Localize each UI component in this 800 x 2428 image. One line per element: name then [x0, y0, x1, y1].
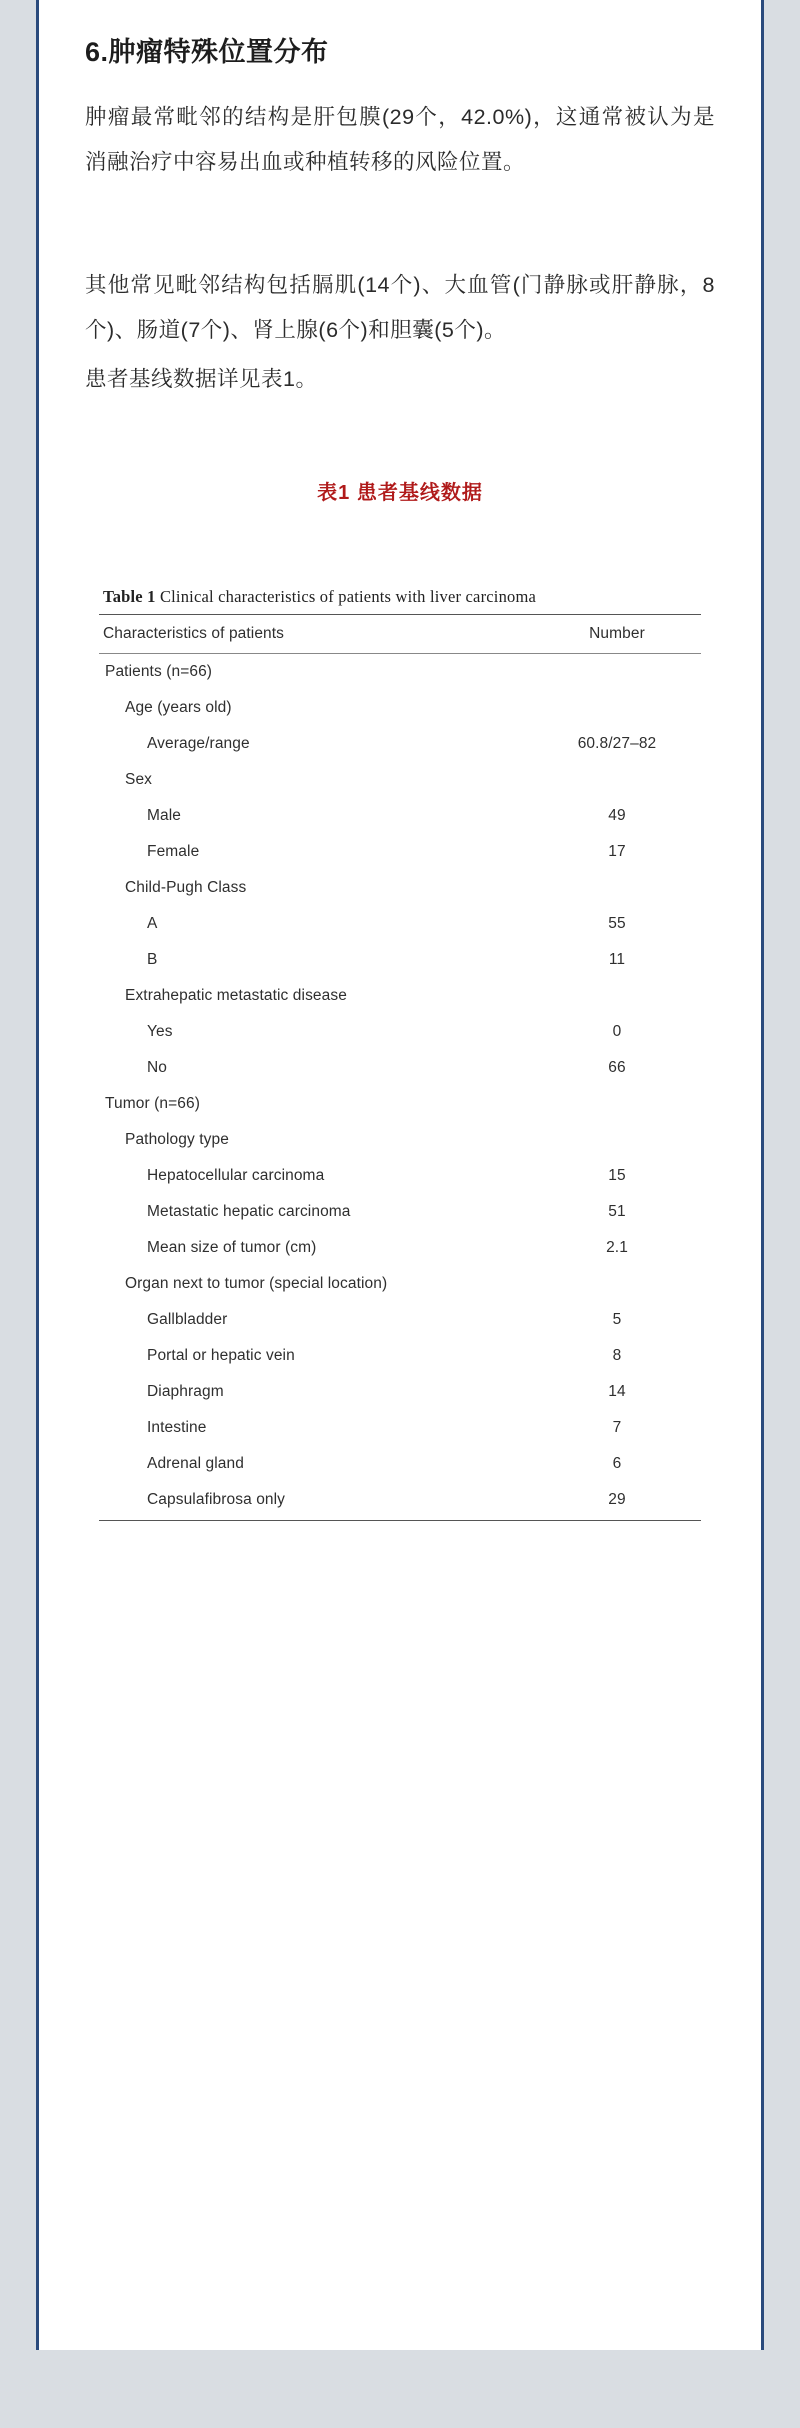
- table-row: [99, 798, 701, 834]
- row-label: Organ next to tumor (special location): [125, 1275, 388, 1293]
- table-row: [99, 654, 701, 691]
- row-value: 15: [608, 1167, 626, 1185]
- table-row: [99, 762, 701, 798]
- table-row: [99, 978, 701, 1014]
- section-heading: 6.肿瘤特殊位置分布: [85, 37, 329, 67]
- paragraph-spacer: [85, 185, 715, 241]
- row-label: Portal or hepatic vein: [147, 1347, 295, 1365]
- table-title-label: Table 1: [103, 587, 156, 607]
- table-header-number: Number: [533, 615, 701, 654]
- row-value: [533, 870, 701, 906]
- table-body: [99, 654, 701, 1521]
- row-label: Hepatocellular carcinoma: [147, 1167, 325, 1185]
- row-label: A: [147, 915, 158, 933]
- table-row: [99, 1446, 701, 1482]
- row-label: Adrenal gland: [147, 1455, 244, 1473]
- table-row: [99, 1050, 701, 1086]
- row-label: Child-Pugh Class: [125, 879, 247, 897]
- table-row: [99, 1230, 701, 1266]
- table-row: [99, 1374, 701, 1410]
- table-row: [99, 906, 701, 942]
- paragraph-2: 其他常见毗邻结构包括膈肌(14个)、大血管(门静脉或肝静脉，8个)、肠道(7个)、肾上腺(6个)和胆囊(5个)。: [85, 272, 715, 342]
- table-row: [99, 1122, 701, 1158]
- row-value: 6: [612, 1455, 622, 1473]
- row-value: [533, 654, 701, 691]
- table-caption: 表1 患者基线数据: [317, 482, 483, 505]
- table-row: [99, 834, 701, 870]
- row-value: [533, 978, 701, 1014]
- row-label: Intestine: [147, 1419, 207, 1437]
- row-value: 60.8/27–82: [577, 735, 657, 753]
- row-value: [533, 1122, 701, 1158]
- row-value: 66: [608, 1059, 626, 1077]
- row-value: 17: [608, 843, 626, 861]
- table-row: [99, 1194, 701, 1230]
- row-value: 14: [608, 1383, 626, 1401]
- row-value: [533, 1086, 701, 1122]
- clinical-characteristics-table: [99, 587, 701, 1521]
- table-row: [99, 1338, 701, 1374]
- table-row: [99, 1266, 701, 1302]
- row-value: [533, 762, 701, 798]
- row-label: Pathology type: [125, 1131, 229, 1149]
- row-value: 55: [608, 915, 626, 933]
- paragraph-1: 肿瘤最常毗邻的结构是肝包膜(29个，42.0%)，这通常被认为是消融治疗中容易出血或种植转移的风险位置。: [85, 104, 715, 174]
- row-label: Capsulafibrosa only: [99, 1482, 533, 1521]
- table-head: [99, 615, 701, 654]
- row-label: Patients (n=66): [105, 663, 213, 681]
- row-label: Mean size of tumor (cm): [147, 1239, 317, 1257]
- table-header-row: [99, 615, 701, 654]
- row-value: 2.1: [606, 1239, 628, 1257]
- table-row: [99, 1086, 701, 1122]
- table-title: [99, 587, 701, 615]
- bottom-spacer: [85, 1521, 715, 1591]
- row-label: Yes: [147, 1023, 173, 1041]
- article-card: [36, 0, 764, 2350]
- table-row: [99, 1410, 701, 1446]
- row-value: 51: [608, 1203, 626, 1221]
- row-label: Average/range: [147, 735, 250, 753]
- row-label: No: [147, 1059, 168, 1077]
- row-label: Age (years old): [125, 699, 232, 717]
- row-label: Metastatic hepatic carcinoma: [147, 1203, 351, 1221]
- table-header-characteristics: Characteristics of patients: [99, 615, 533, 654]
- row-label: Female: [147, 843, 200, 861]
- row-value: 7: [612, 1419, 622, 1437]
- row-value: 49: [608, 807, 626, 825]
- row-label: Male: [147, 807, 181, 825]
- row-label: Tumor (n=66): [105, 1095, 200, 1113]
- row-label: Sex: [125, 771, 153, 789]
- table-row: [99, 690, 701, 726]
- row-label: B: [147, 951, 158, 969]
- table-row: [99, 870, 701, 906]
- row-value: 8: [612, 1347, 622, 1365]
- row-value: 0: [612, 1023, 622, 1041]
- row-value: 29: [533, 1482, 701, 1521]
- table-row: [99, 942, 701, 978]
- row-value: 5: [612, 1311, 622, 1329]
- row-label: Extrahepatic metastatic disease: [125, 987, 347, 1005]
- row-value: [533, 690, 701, 726]
- row-label: Gallbladder: [147, 1311, 228, 1329]
- row-label: Diaphragm: [147, 1383, 224, 1401]
- table-row: [99, 1014, 701, 1050]
- table-row: [99, 1158, 701, 1194]
- table-figure: [85, 587, 715, 1521]
- table-row: [99, 726, 701, 762]
- row-value: [533, 1266, 701, 1302]
- paragraph-3: 患者基线数据详见表1。: [85, 367, 318, 392]
- row-value: 11: [608, 951, 626, 969]
- table-title-text: Clinical characteristics of patients with liver carcinoma: [159, 587, 537, 607]
- table-row: [99, 1302, 701, 1338]
- table-row: [99, 1482, 701, 1521]
